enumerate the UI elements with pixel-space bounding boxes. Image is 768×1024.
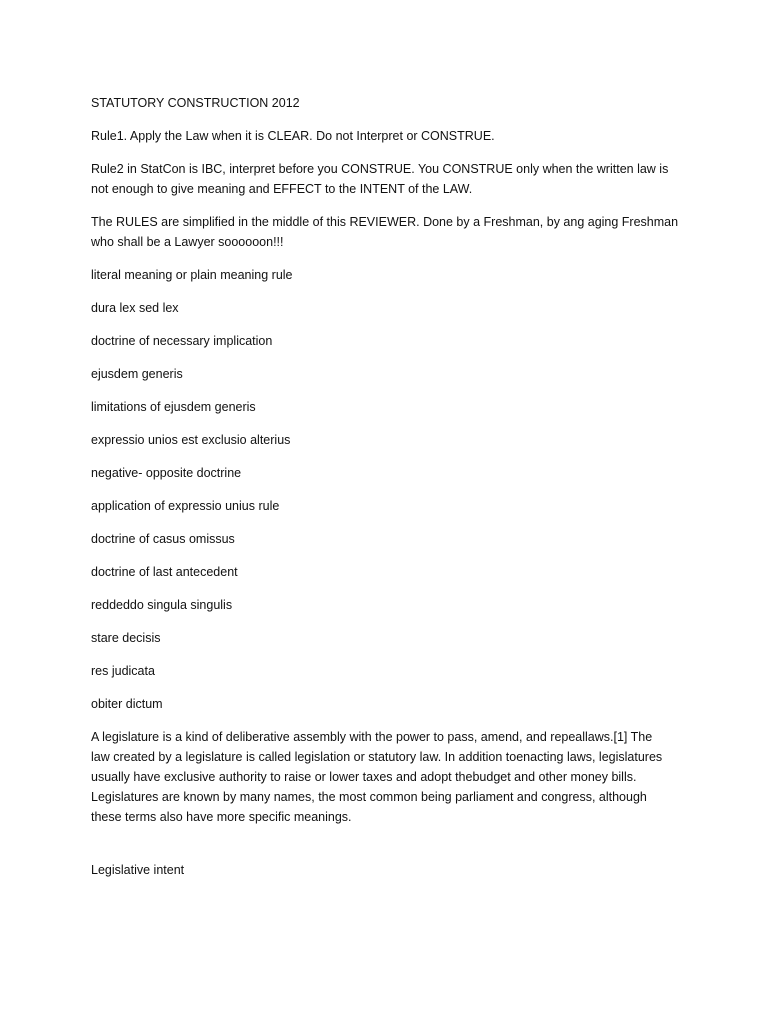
doctrine-item: reddeddo singula singulis [91,598,233,612]
legislature-line: usually have exclusive authority to raise or lower taxes and adopt thebudget and other money bills. [91,770,637,784]
doctrine-item: doctrine of necessary implication [91,334,273,348]
legislature-line: law created by a legislature is called legislation or statutory law. In addition toenacting laws, legislatures [91,750,663,764]
doctrine-item: res judicata [91,664,155,678]
doctrine-item: obiter dictum [91,697,163,711]
section-heading: Legislative intent [91,863,185,877]
blank-line [91,840,681,860]
legislature-paragraph [91,727,681,827]
doctrine-item: negative- opposite doctrine [91,466,242,480]
legislature-line: Legislatures are known by many names, the most common being parliament and congress, although [91,790,647,804]
document-page [91,93,681,893]
rules-note [91,212,681,252]
document-title: STATUTORY CONSTRUCTION 2012 [91,96,300,110]
rule-1: Rule1. Apply the Law when it is CLEAR. Do not Interpret or CONSTRUE. [91,129,495,143]
rules-note-line-1: The RULES are simplified in the middle of this REVIEWER. Done by a Freshman, by ang aging Freshman [91,215,679,229]
rule-2 [91,159,681,199]
doctrine-item: application of expressio unius rule [91,499,280,513]
rules-note-line-2: who shall be a Lawyer soooooon!!! [91,235,284,249]
legislature-line: A legislature is a kind of deliberative assembly with the power to pass, amend, and repeallaws.[1] The [91,730,653,744]
doctrine-item: limitations of ejusdem generis [91,400,256,414]
doctrine-item: expressio unios est exclusio alterius [91,433,291,447]
doctrine-item: dura lex sed lex [91,301,179,315]
doctrine-item: ejusdem generis [91,367,183,381]
doctrine-item: doctrine of last antecedent [91,565,238,579]
rule-2-line-1: Rule2 in StatCon is IBC, interpret before you CONSTRUE. You CONSTRUE only when the written law is [91,162,669,176]
doctrine-item: doctrine of casus omissus [91,532,235,546]
doctrine-item: literal meaning or plain meaning rule [91,268,293,282]
doctrine-list [91,265,681,714]
rule-2-line-2: not enough to give meaning and EFFECT to the INTENT of the LAW. [91,182,473,196]
legislature-line: these terms also have more specific meanings. [91,810,352,824]
doctrine-item: stare decisis [91,631,161,645]
